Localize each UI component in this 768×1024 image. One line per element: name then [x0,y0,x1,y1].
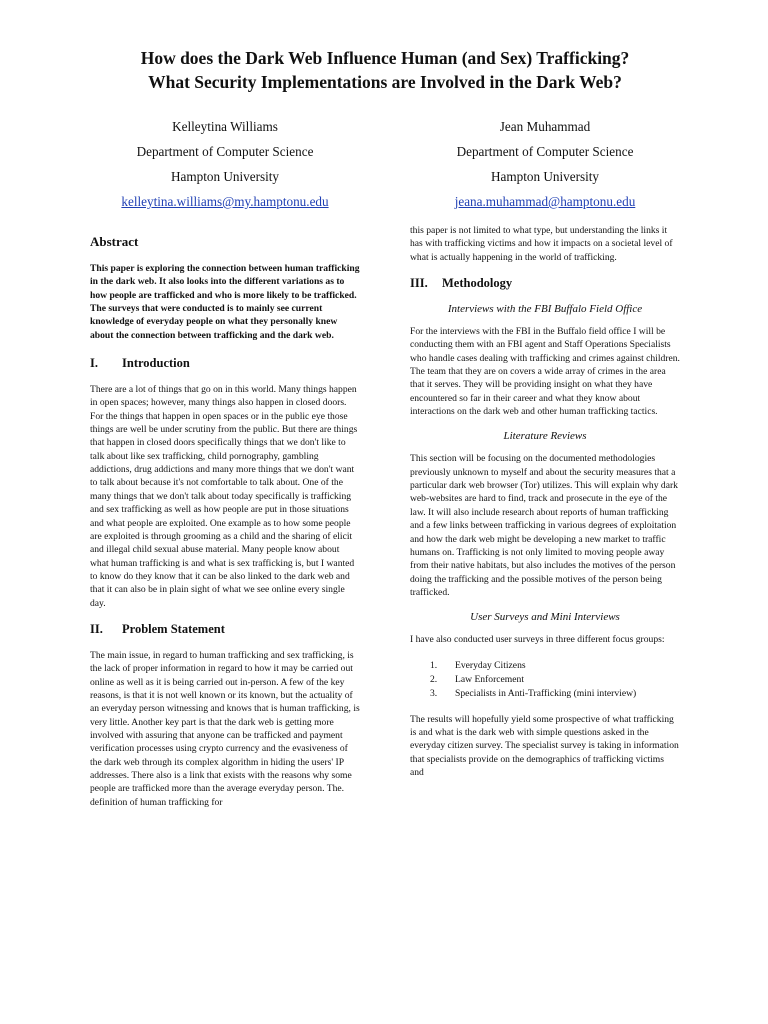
introduction-paragraph: There are a lot of things that go on in this world. Many things happen in open spaces; however, many things also happen in closed doors. For the things that happen in open spaces or in the public eye those things are well be under scrutiny from the public. But there are things that happen in closed doors specifically things that we don't like to talk about like sex trafficking, child pornography, gambling addictions, drug addictions and many more things that we don't want to talk about because it's not comfortable to talk about. One of the many things that we don't talk about today specifically is trafficking and sex trafficking as well as how people are put in those situations and what people are exploited. One example as to how some people are exploited is through grooming as a child and the sharing of elicit and illegal child sexual abuse material. Many people know about what human trafficking is and what is sex trafficking is, but I wanted to know do they know that it can be also linked to the dark web and that it can also be in plain sight of what we see online every single day. [90,384,358,609]
author-department: Department of Computer Science [136,144,314,159]
section-title: Methodology [442,276,513,291]
paper-title [90,46,680,94]
list-number: 1. [430,659,438,671]
subsection-fbi-interviews: Interviews with the FBI Buffalo Field Office [447,303,643,316]
section-heading-problem-statement [90,622,360,637]
section-title: Problem Statement [122,621,225,636]
list-label: Law Enforcement [455,673,524,685]
author-university: Hampton University [170,169,280,184]
abstract-heading: Abstract [90,234,139,249]
title-line-2: What Security Implementations are Involved in the Dark Web? [148,72,622,92]
user-surveys-paragraph: I have also conducted user surveys in three different focus groups: [410,634,665,646]
list-number: 3. [430,687,438,699]
subsection-user-surveys: User Surveys and Mini Interviews [470,611,620,624]
author-department: Department of Computer Science [456,144,634,159]
body-columns [90,225,680,821]
survey-results-paragraph: The results will hopefully yield some prospective of what trafficking is and what is the dark web with simple questions asked in the everyday citizen survey. The specialist survey is taking in information that specialists provide on the demographics of trafficking victims and [410,713,679,778]
subsection-literature-reviews: Literature Reviews [503,430,587,443]
right-column [410,224,680,821]
section-number: I. [90,356,98,371]
list-item [410,673,680,687]
focus-group-list [410,659,680,701]
list-label: Specialists in Anti-Trafficking (mini interview) [455,687,637,699]
author-2 [410,114,680,214]
author-1 [90,114,360,214]
list-number: 2. [430,673,438,685]
literature-reviews-paragraph: This section will be focusing on the documented methodologies previously unknown to myself and about the security measures that a particular dark web browser (Tor) utilizes. This will explain why dark web-websites are hard to find, track and prosecute in the eye of the law. It will also include research about reports of human trafficking and a few links between trafficking in various degrees of exploitation and how the dark web might be developing a new market to traffic humans on. Trafficking is not only limited to moving people away from their native habitats, but also includes the motives of the person doing the trafficking and the possible motives of the person being trafficked. [410,453,678,598]
author-name: Kelleytina Williams [172,119,278,134]
author-name: Jean Muhammad [499,119,591,134]
left-column [90,234,360,821]
list-label: Everyday Citizens [455,659,526,671]
section-heading-methodology [410,276,680,291]
problem-statement-paragraph: The main issue, in regard to human trafficking and sex trafficking, is the lack of proper information in regard to how it may be carried out online as well as it is being carried out in-person. A few of the key reasons, is that it is not well known or its known, but the actuality of an everyday person witnessing and knows that is human trafficking, is very little. Another key part is that the dark web is getting more involved with assuring that anyone can be trafficked and payment verification processes using crypto currency and the evasiveness of the dark web through its complex algorithm in hiding the users' IP addresses. There also is a link that exists with the reasons why some people are trafficked more than the average everyday person. The. definition of human trafficking for [90,649,360,808]
section-number: II. [90,621,103,636]
section-title: Introduction [122,356,190,371]
fbi-interviews-paragraph: For the interviews with the FBI in the Buffalo field office I will be conducting them with an FBI agent and Staff Operations Specialists who handle cases dealing with trafficking and crimes against children. The team that they are on covers a wide array of crimes in the area that it serves. They will be providing insight on what they have encountered so far in their career and what they know about interactions on the dark web and other human trafficking tactics. [410,326,680,418]
section-heading-introduction [90,356,360,371]
section-number: III. [410,276,428,291]
author-university: Hampton University [490,169,600,184]
author-email-link[interactable]: jeana.muhammad@hamptonu.edu [454,194,636,209]
author-email-link[interactable]: kelleytina.williams@my.hamptonu.edu [121,194,329,209]
list-item [410,687,680,701]
abstract-text: This paper is exploring the connection between human trafficking in the dark web. It also looks into the different variations as to how people are trafficked and who is more likely to be trafficked. The surveys that were conducted is to mainly see current knowledge of everyday people on what they personally knew about the connection between trafficking and the dark web. [90,263,360,341]
title-line-1: How does the Dark Web Influence Human (and Sex) Trafficking? [140,48,630,68]
problem-statement-continued: this paper is not limited to what type, but understanding the links it has with trafficking victims and how it impacts on a societal level of what is actually happening in the world of trafficking. [410,225,673,263]
author-block [90,114,680,214]
list-item [410,659,680,673]
